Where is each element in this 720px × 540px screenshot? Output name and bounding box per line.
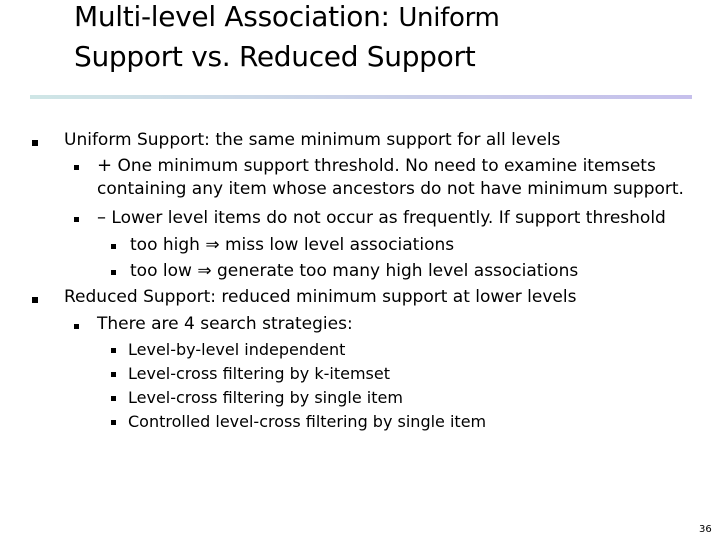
bullet-icon xyxy=(32,140,38,146)
strategy-item: Level-cross filtering by k-itemset xyxy=(128,364,390,383)
strategies-intro: There are 4 search strategies: xyxy=(97,314,353,334)
strategy-item: Controlled level-cross filtering by single item xyxy=(128,412,487,431)
sub-item-post: miss low level associations xyxy=(225,235,455,255)
uniform-plus-line-1 xyxy=(97,155,656,176)
slide-title-line-2: Support vs. Reduced Support xyxy=(74,40,476,73)
plus-symbol: + xyxy=(97,155,113,176)
strategy-item: Level-cross filtering by single item xyxy=(128,388,403,407)
sub-item-pre: too low xyxy=(130,261,192,281)
page-number: 36 xyxy=(699,524,712,535)
uniform-plus-line-2: containing any item whose ancestors do not have minimum support. xyxy=(97,179,684,199)
sub-item-pre: too high xyxy=(130,235,200,255)
strategy-item: Level-by-level independent xyxy=(128,340,346,359)
title-divider xyxy=(30,95,692,99)
slide-title-line-1 xyxy=(74,0,500,33)
bullet-icon xyxy=(74,217,79,222)
bullet-icon xyxy=(111,270,116,275)
bullet-icon xyxy=(111,372,116,377)
plus-text-1: One minimum support threshold. No need to examine itemsets xyxy=(117,156,656,176)
uniform-minus-line xyxy=(97,207,666,228)
implies-arrow-icon: ⇒ xyxy=(205,235,220,255)
bullet-icon xyxy=(74,165,79,170)
title-tail: Uniform xyxy=(398,3,500,33)
title-main: Multi-level Association: xyxy=(74,0,390,33)
sub-item-too-low xyxy=(130,261,578,281)
bullet-icon xyxy=(111,348,116,353)
reduced-support-heading: Reduced Support: reduced minimum support at lower levels xyxy=(64,287,577,307)
bullet-icon xyxy=(32,297,38,303)
bullet-icon xyxy=(111,244,116,249)
bullet-icon xyxy=(111,420,116,425)
sub-item-too-high xyxy=(130,235,454,255)
implies-arrow-icon: ⇒ xyxy=(197,261,212,281)
uniform-support-heading: Uniform Support: the same minimum support for all levels xyxy=(64,130,561,150)
minus-text: Lower level items do not occur as frequently. If support threshold xyxy=(111,208,666,228)
bullet-icon xyxy=(111,396,116,401)
bullet-icon xyxy=(74,324,79,329)
sub-item-post: generate too many high level associations xyxy=(216,261,579,281)
minus-symbol: – xyxy=(97,207,106,228)
